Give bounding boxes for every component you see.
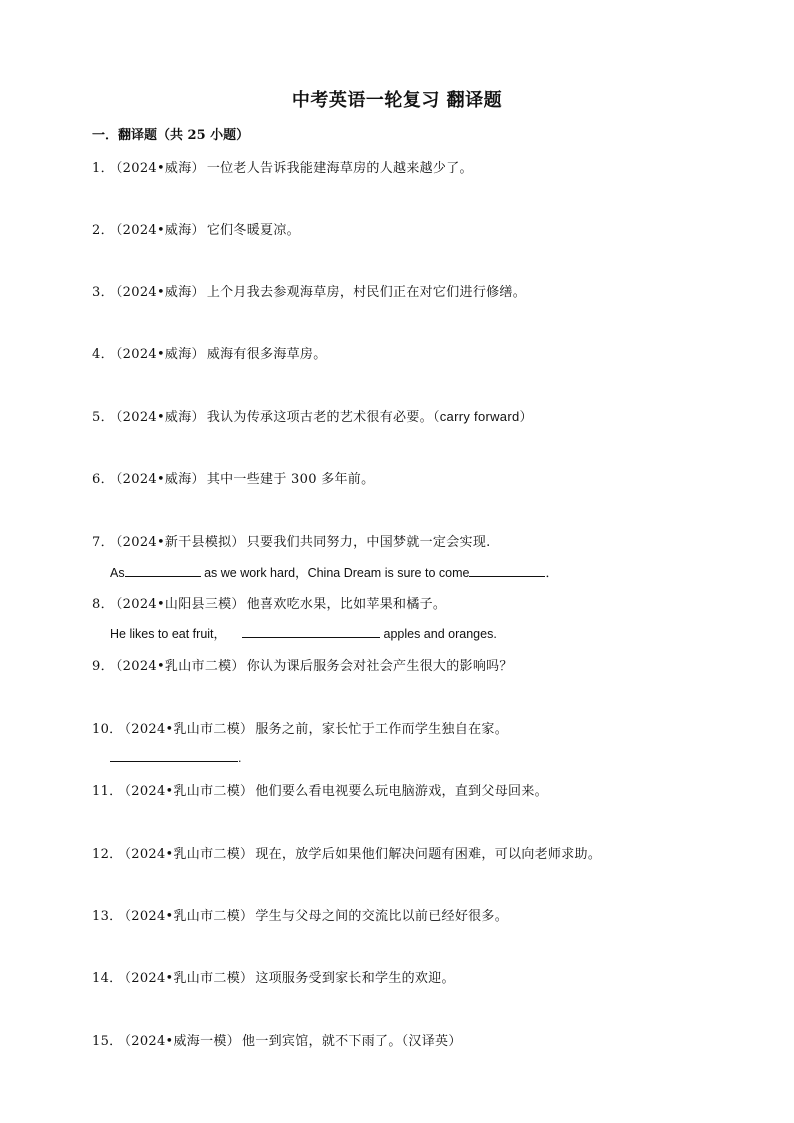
question-text: 只要我们共同努力，中国梦就一定会实现. xyxy=(246,535,491,550)
question-hint: （carry forward） xyxy=(432,409,533,424)
question-10 xyxy=(92,718,508,737)
question-hint: （汉译英） xyxy=(401,1034,462,1049)
question-number: 9． xyxy=(92,659,114,674)
question-number: 4． xyxy=(92,347,114,362)
question-text: 学生与父母之间的交流比以前已经好很多。 xyxy=(255,909,509,924)
question-8-fill-line xyxy=(110,624,497,642)
document-title: 中考英语一轮复习 翻译题 xyxy=(291,90,503,111)
question-text: 他喜欢吃水果，比如苹果和橘子。 xyxy=(246,597,447,612)
question-number: 8． xyxy=(92,597,114,612)
question-text: 我认为传承这项古老的艺术很有必要。 xyxy=(206,410,433,425)
question-source: （2024•威海） xyxy=(115,410,205,425)
question-10-fill-line xyxy=(110,749,241,765)
fill-text: . xyxy=(238,751,242,765)
question-1 xyxy=(92,157,473,176)
fill-text: As xyxy=(110,566,125,580)
question-text: 它们冬暖夏凉。 xyxy=(206,223,300,238)
question-15 xyxy=(92,1030,462,1049)
answer-blank[interactable] xyxy=(242,625,380,638)
question-text: 一位老人告诉我能建海草房的人越来越少了。 xyxy=(206,161,473,176)
question-number: 13． xyxy=(92,909,123,924)
question-number: 3． xyxy=(92,285,114,300)
question-number: 1． xyxy=(92,161,114,176)
question-source: （2024•山阳县三模） xyxy=(115,597,245,612)
question-source: （2024•乳山市二模） xyxy=(115,659,245,674)
question-number: 11． xyxy=(92,784,123,799)
question-text: 其中一些建于 300 多年前。 xyxy=(206,472,375,487)
question-5 xyxy=(92,406,533,425)
question-source: （2024•威海） xyxy=(115,472,205,487)
question-4 xyxy=(92,343,327,362)
question-number: 14． xyxy=(92,971,123,986)
answer-blank[interactable] xyxy=(125,564,201,577)
question-source: （2024•威海） xyxy=(115,161,205,176)
question-3 xyxy=(92,281,526,300)
question-text: 现在，放学后如果他们解决问题有困难，可以向老师求助。 xyxy=(255,847,602,862)
question-12 xyxy=(92,843,601,862)
answer-blank[interactable] xyxy=(469,564,545,577)
question-source: （2024•新干县模拟） xyxy=(115,535,245,550)
question-number: 2． xyxy=(92,223,114,238)
question-source: （2024•威海） xyxy=(115,223,205,238)
question-text: 威海有很多海草房。 xyxy=(206,347,327,362)
question-number: 5． xyxy=(92,410,114,425)
question-source: （2024•乳山市二模） xyxy=(124,722,254,737)
question-9 xyxy=(92,655,513,674)
question-text: 他一到宾馆，就不下雨了。 xyxy=(242,1034,402,1049)
question-number: 12． xyxy=(92,847,123,862)
question-text: 上个月我去参观海草房，村民们正在对它们进行修缮。 xyxy=(206,285,527,300)
question-text: 服务之前，家长忙于工作而学生独自在家。 xyxy=(255,722,509,737)
question-text: 他们要么看电视要么玩电脑游戏，直到父母回来。 xyxy=(255,784,548,799)
question-text: 这项服务受到家长和学生的欢迎。 xyxy=(255,971,455,986)
question-14 xyxy=(92,967,455,986)
question-number: 15． xyxy=(92,1034,123,1049)
fill-text: as we work hard，China Dream is sure to come xyxy=(200,566,470,580)
question-7 xyxy=(92,531,491,550)
question-8 xyxy=(92,593,446,612)
question-source: （2024•乳山市二模） xyxy=(124,909,254,924)
question-number: 10． xyxy=(92,722,123,737)
question-source: （2024•乳山市二模） xyxy=(124,847,254,862)
fill-text: apples and oranges. xyxy=(380,627,497,641)
question-number: 6． xyxy=(92,472,114,487)
question-source: （2024•威海一模） xyxy=(124,1034,241,1049)
answer-blank[interactable] xyxy=(110,749,238,762)
question-7-fill-line xyxy=(110,563,558,581)
fill-text: ． xyxy=(545,566,558,580)
question-13 xyxy=(92,905,508,924)
question-source: （2024•威海） xyxy=(115,285,205,300)
question-source: （2024•乳山市二模） xyxy=(124,784,254,799)
question-2 xyxy=(92,219,300,238)
question-text: 你认为课后服务会对社会产生很大的影响吗？ xyxy=(246,659,513,674)
section-heading: 一．翻译题（共 25 小题） xyxy=(92,128,250,143)
question-6 xyxy=(92,468,374,487)
question-source: （2024•乳山市二模） xyxy=(124,971,254,986)
question-11 xyxy=(92,780,548,799)
question-number: 7． xyxy=(92,535,114,550)
question-source: （2024•威海） xyxy=(115,347,205,362)
fill-text: He likes to eat fruit， xyxy=(110,627,227,641)
